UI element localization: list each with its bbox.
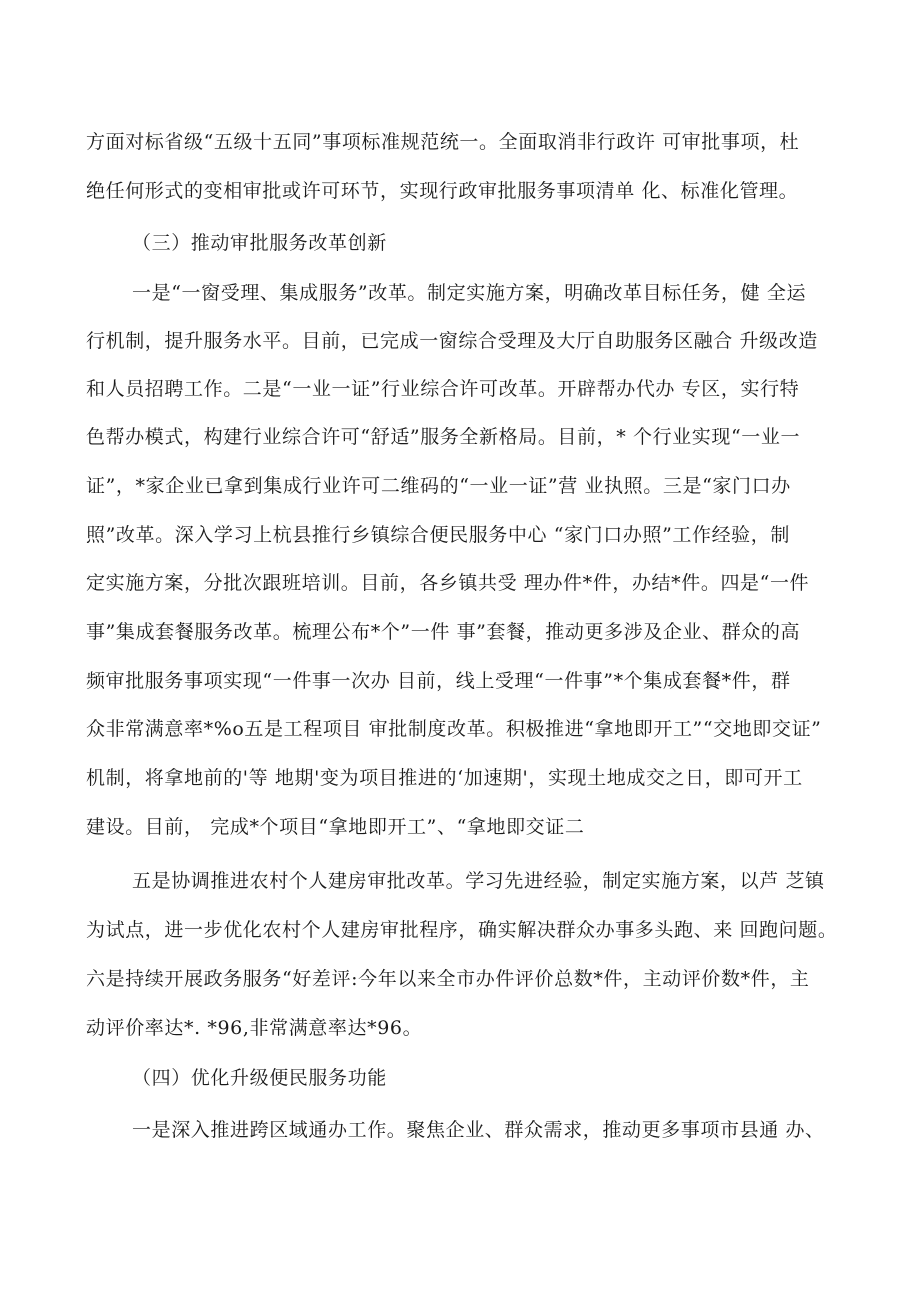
paragraph-line: 建设。目前， 完成*个项目“拿地即开工”、“拿地即交证二: [86, 816, 585, 838]
paragraph-line: 行机制，提升服务水平。目前，已完成一窗综合受理及大厅自助服务区融合 升级改造: [86, 330, 818, 352]
paragraph-line: 五是协调推进农村个人建房审批改革。学习先进经验，制定实施方案，以芦 芝镇: [132, 870, 825, 892]
paragraph-line: 事”集成套餐服务改革。梳理公布*个”一件 事”套餐，推动更多涉及企业、群众的高: [86, 621, 801, 643]
paragraph-line: 机制，将拿地前的'等 地期'变为项目推进的‘加速期'，实现土地成交之日，即可开工: [86, 767, 803, 789]
paragraph-line: 频审批服务事项实现“一件事一次办 目前，线上受理“一件事”*个集成套餐*件，群: [86, 670, 791, 692]
paragraph-line: 为试点，进一步优化农村个人建房审批程序，确实解决群众办事多头跑、来 回跑问题。: [86, 919, 838, 941]
section-heading: （四）优化升级便民服务功能: [132, 1067, 387, 1089]
paragraph-line: 方面对标省级“五级十五同”事项标准规范统一。全面取消非行政许 可审批事项，杜: [86, 131, 800, 153]
paragraph-line: 动评价率达*. *96,非常满意率达*96。: [86, 1017, 423, 1039]
paragraph-line: 定实施方案，分批次跟班培训。目前，各乡镇共受 理办件*件，办结*件。四是“一件: [86, 572, 810, 594]
section-heading: （三）推动审批服务改革创新: [132, 232, 387, 254]
paragraph-line: 一是“一窗受理、集成服务”改革。制定实施方案，明确改革目标任务，健 全运: [132, 282, 807, 304]
paragraph-line: 和人员招聘工作。二是“一业一证”行业综合许可改革。开辟帮办代办 专区，实行特: [86, 378, 800, 400]
paragraph-line: 一是深入推进跨区域通办工作。聚焦企业、群众需求，推动更多事项市县通 办、: [132, 1119, 825, 1141]
paragraph-line: 六是持续开展政务服务“好差评:今年以来全市办件评价总数*件，主动评价数*件，主: [86, 968, 810, 990]
paragraph-line: 绝任何形式的变相审批或许可环节，实现行政审批服务事项清单 化、标准化管理。: [86, 180, 799, 202]
paragraph-line: 色帮办模式，构建行业综合许可“舒适”服务全新格局。目前，* 个行业实现“一业一: [86, 426, 801, 448]
paragraph-line: 照”改革。深入学习上杭县推行乡镇综合便民服务中心 “家门口办照”工作经验，制: [86, 524, 790, 546]
paragraph-line: 众非常满意率*%o五是工程项目 审批制度改革。积极推进“拿地即开工”“交地即交证”: [86, 718, 822, 740]
paragraph-line: 证”，*家企业已拿到集成行业许可二维码的“一业一证”营 业执照。三是“家门口办: [86, 475, 791, 497]
